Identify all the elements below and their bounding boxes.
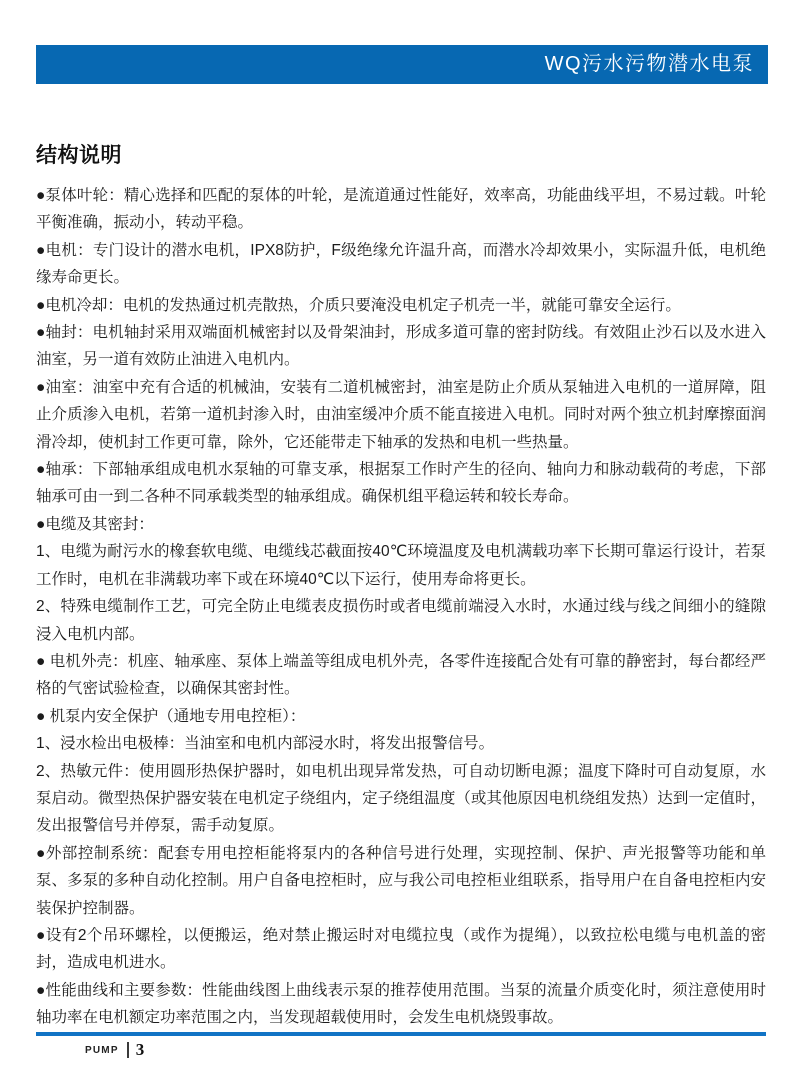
page-number: 3 bbox=[135, 1040, 145, 1059]
section-title: 结构说明 bbox=[36, 144, 122, 167]
content-area bbox=[36, 139, 766, 1032]
body-paragraph: ●性能曲线和主要参数：性能曲线图上曲线表示泵的推荐使用范围。当泵的流量介质变化时，须注意使用时轴功率在电机额定功率范围之内，当发现超载使用时，会发生电机烧毁事故。 bbox=[36, 981, 766, 1027]
body-paragraph: ●轴承：下部轴承组成电机水泵轴的可靠支承，根据泵工作时产生的径向、轴向力和脉动载荷的考虑，下部轴承可由一到二各种不同承载类型的轴承组成。确保机组平稳运转和较长寿命。 bbox=[36, 461, 766, 506]
body-paragraph: ●外部控制系统：配套专用电控柜能将泵内的各种信号进行处理，实现控制、保护、声光报警等功能和单泵、多泵的多种自动化控制。用户自备电控柜时，应与我公司电控柜业组联系，指导用户在自备电控柜内安装保护控制器。 bbox=[36, 844, 766, 917]
body-paragraph: ●轴封：电机轴封采用双端面机械密封以及骨架油封，形成多道可靠的密封防线。有效阻止沙石以及水进入油室，另一道有效防止油进入电机内。 bbox=[36, 324, 766, 369]
product-title: WQ污水污物潜水电泵 bbox=[544, 53, 754, 75]
body-paragraph: ●电机冷却：电机的发热通过机壳散热，介质只要淹没电机定子机壳一半，就能可靠安全运行。 bbox=[36, 296, 681, 314]
body-paragraph: 1、电缆为耐污水的橡套软电缆、电缆线芯截面按40℃环境温度及电机满载功率下长期可靠运行设计，若泵工作时，电机在非满载功率下或在环境40℃以下运行，使用寿命将更长。 bbox=[36, 543, 766, 588]
body-paragraph: ●电机：专门设计的潜水电机，IPX8防护，F级绝缘允许温升高，而潜水冷却效果小，实际温升低，电机绝缘寿命更长。 bbox=[36, 241, 766, 287]
body-paragraph: 2、热敏元件：使用圆形热保护器时，如电机出现异常发热，可自动切断电源；温度下降时可自动复原，水泵启动。微型热保护器安装在电机定子绕组内，定子绕组温度（或其他原因电机绕组发热）达到一定值时，发出报警信号并停泵，需手动复原。 bbox=[36, 762, 766, 835]
body-paragraph: ● 电机外壳：机座、轴承座、泵体上端盖等组成电机外壳，各零件连接配合处有可靠的静密封，每台都经严格的气密试验检查，以确保其密封性。 bbox=[36, 652, 766, 698]
footer-divider bbox=[127, 1042, 129, 1058]
body-paragraph: ● 机泵内安全保护（通地专用电控柜）： bbox=[36, 707, 306, 725]
body-paragraph: ●电缆及其密封： bbox=[36, 515, 154, 533]
footer-rule bbox=[36, 1032, 766, 1036]
brand-label: PUMP bbox=[85, 1044, 119, 1056]
body-paragraph: 2、特殊电缆制作工艺，可完全防止电缆表皮损伤时或者电缆前端浸入水时，水通过线与线之间细小的缝隙浸入电机内部。 bbox=[36, 598, 766, 643]
body-paragraph: ●设有2个吊环螺栓，以便搬运，绝对禁止搬运时对电缆拉曳（或作为提绳），以致拉松电缆与电机盖的密封，造成电机进水。 bbox=[36, 926, 766, 972]
header-band bbox=[36, 45, 768, 84]
body-paragraph: ●油室：油室中充有合适的机械油，安装有二道机械密封，油室是防止介质从泵轴进入电机的一道屏障，阻止介质渗入电机，若第一道机封渗入时，由油室缓冲介质不能直接进入电机。同时对两个独立机封摩擦面润滑冷却，使机封工作更可靠，除外，它还能带走下轴承的发热和电机一些热量。 bbox=[36, 378, 766, 451]
body-paragraph: ●泵体叶轮：精心选择和匹配的泵体的叶轮，是流道通过性能好，效率高，功能曲线平坦，不易过载。叶轮平衡准确，振动小，转动平稳。 bbox=[36, 187, 766, 232]
body-paragraph: 1、浸水检出电极棒：当油室和电机内部浸水时，将发出报警信号。 bbox=[36, 735, 495, 753]
footer bbox=[85, 1040, 144, 1060]
